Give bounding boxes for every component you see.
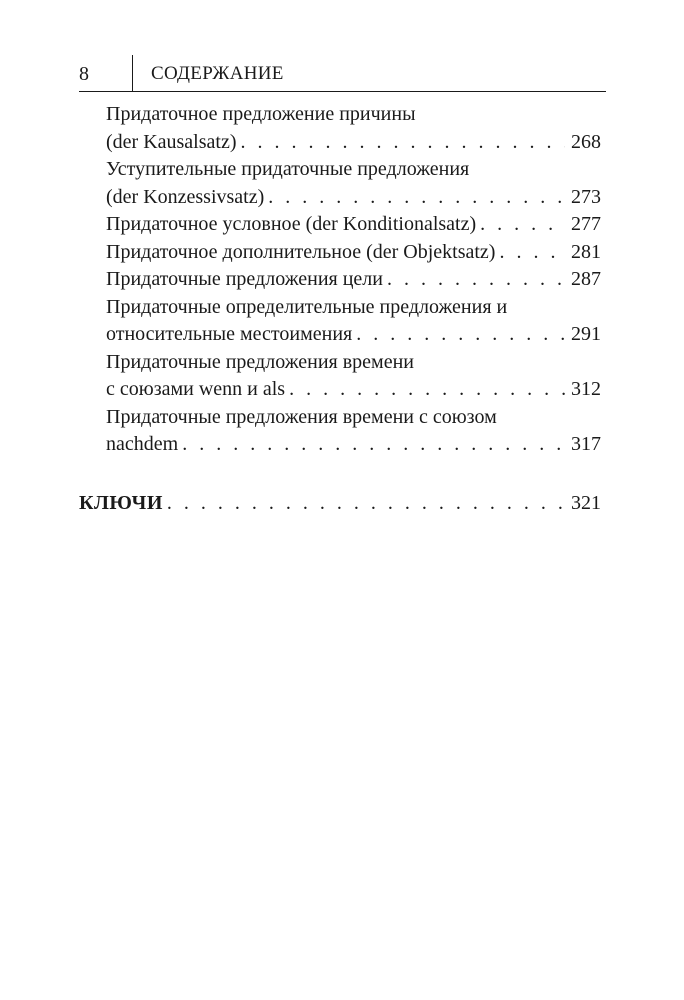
running-head: [79, 55, 606, 92]
toc-entry-title: с союзами wenn и als: [106, 378, 286, 400]
toc-page-number: 287: [571, 268, 601, 290]
toc-entry-line: [106, 184, 601, 212]
toc-entry: [106, 239, 601, 267]
toc-entry-title: Придаточные предложения времени с союзом: [106, 405, 497, 428]
toc-entry: [106, 211, 601, 239]
toc-entry-line: [106, 266, 601, 294]
dot-leader: [167, 490, 565, 518]
toc-entry: [106, 294, 601, 349]
dot-leader: [356, 321, 565, 349]
toc-entry-line: [106, 211, 601, 239]
toc-entry: [106, 349, 601, 404]
toc-entry-line: [106, 376, 601, 404]
dot-leader: [268, 184, 565, 212]
dot-leader: [499, 239, 565, 267]
header-divider: [132, 55, 133, 91]
toc-entry-line: [106, 129, 601, 157]
toc-page-number: 312: [571, 378, 601, 400]
toc-entry-title: Придаточные определительные предложения и: [106, 295, 508, 318]
toc-entry-title: Придаточные предложения цели: [106, 268, 383, 290]
dot-leader: [480, 211, 565, 239]
toc-entry-title: nachdem: [106, 433, 179, 455]
toc-page-number: 291: [571, 323, 601, 345]
toc-page-number: 321: [571, 492, 601, 514]
dot-leader: [182, 431, 565, 459]
toc-page-number: 281: [571, 240, 601, 263]
toc-entry: [106, 266, 601, 294]
toc-entry: [106, 404, 601, 459]
toc-entry-line: [106, 239, 601, 267]
section-title: СОДЕРЖАНИЕ: [151, 63, 284, 84]
keys-title: КЛЮЧИ: [79, 492, 163, 514]
toc-entry-title: (der Kausalsatz): [106, 130, 237, 153]
toc-entry-title: Придаточные предложения времени: [106, 350, 414, 373]
toc-entry: [106, 101, 601, 156]
toc-entry: [106, 156, 601, 211]
table-of-contents: [106, 101, 601, 459]
page-number: 8: [79, 63, 89, 85]
toc-entry-title: Придаточное условное (der Konditionalsatz): [106, 213, 477, 235]
dot-leader: [387, 266, 565, 294]
toc-entry-line: [106, 431, 601, 459]
toc-entry-title: (der Konzessivsatz): [106, 185, 265, 208]
toc-page-number: 273: [571, 185, 601, 208]
toc-entry-title: Придаточное дополнительное (der Objektsatz): [106, 240, 496, 263]
toc-page-number: 268: [571, 130, 601, 153]
toc-entry-keys: [79, 490, 601, 518]
toc-entry-title: относительные местоимения: [106, 323, 353, 345]
toc-page-number: 317: [571, 433, 601, 455]
toc-page-number: 277: [571, 213, 601, 235]
toc-entry-title: Придаточное предложение причины: [106, 103, 416, 125]
dot-leader: [289, 376, 565, 404]
toc-entry-line: [106, 321, 601, 349]
dot-leader: [241, 129, 566, 157]
toc-entry-title: Уступительные придаточные предложения: [106, 158, 470, 180]
